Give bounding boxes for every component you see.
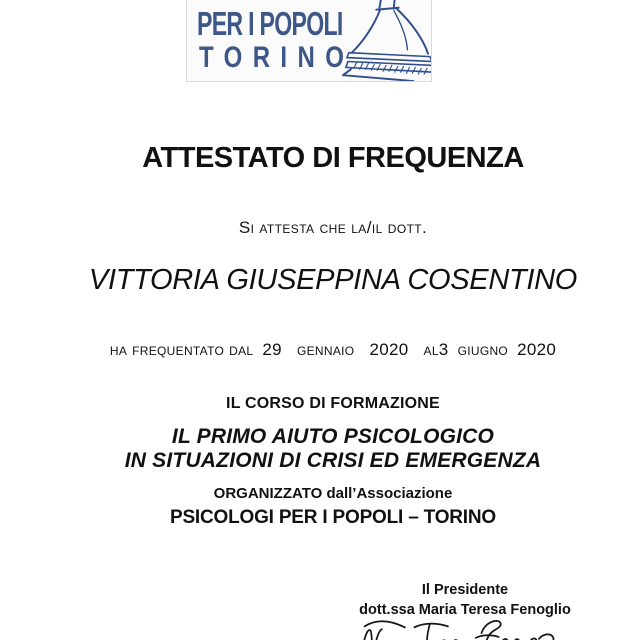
association-name: PSICOLOGI PER I POPOLI – TORINO (169, 507, 496, 528)
president-name: dott.ssa Maria Teresa Fenoglio (359, 602, 571, 618)
logo-text-line1: PER I POPOLI (197, 5, 343, 42)
attendance-line (26, 340, 640, 360)
logo-text-line2: TORINO (199, 41, 355, 74)
president-role: Il Presidente (421, 582, 509, 598)
organized-by-line: ORGANIZZATO dall’Associazione (213, 485, 453, 502)
certificate-title: ATTESTATO DI FREQUENZA (142, 142, 524, 174)
course-intro-line: IL CORSO DI FORMAZIONE (226, 395, 440, 412)
attendance-end-day: 3 (438, 340, 449, 359)
attendance-end-year: 2020 (517, 340, 557, 359)
attendance-to: al (423, 340, 439, 359)
course-title (26, 425, 640, 473)
attendance-prefix: ha frequentato dal (109, 340, 254, 359)
attendance-start-year: 2020 (369, 340, 409, 359)
course-title-line2: IN SITUAZIONI DI CRISI ED EMERGENZA (124, 449, 542, 472)
course-title-line1: IL PRIMO AIUTO PSICOLOGICO (171, 425, 495, 448)
handwritten-signature-icon (352, 612, 564, 640)
attest-line: Si attesta che la/il dott. (238, 218, 428, 237)
attendance-end-month: giugno (457, 340, 509, 359)
certificate-body (26, 0, 640, 640)
recipient-name: VITTORIA GIUSEPPINA COSENTINO (88, 264, 578, 296)
attendance-start-day: 29 (262, 340, 282, 359)
attendance-start-month: gennaio (296, 340, 355, 359)
